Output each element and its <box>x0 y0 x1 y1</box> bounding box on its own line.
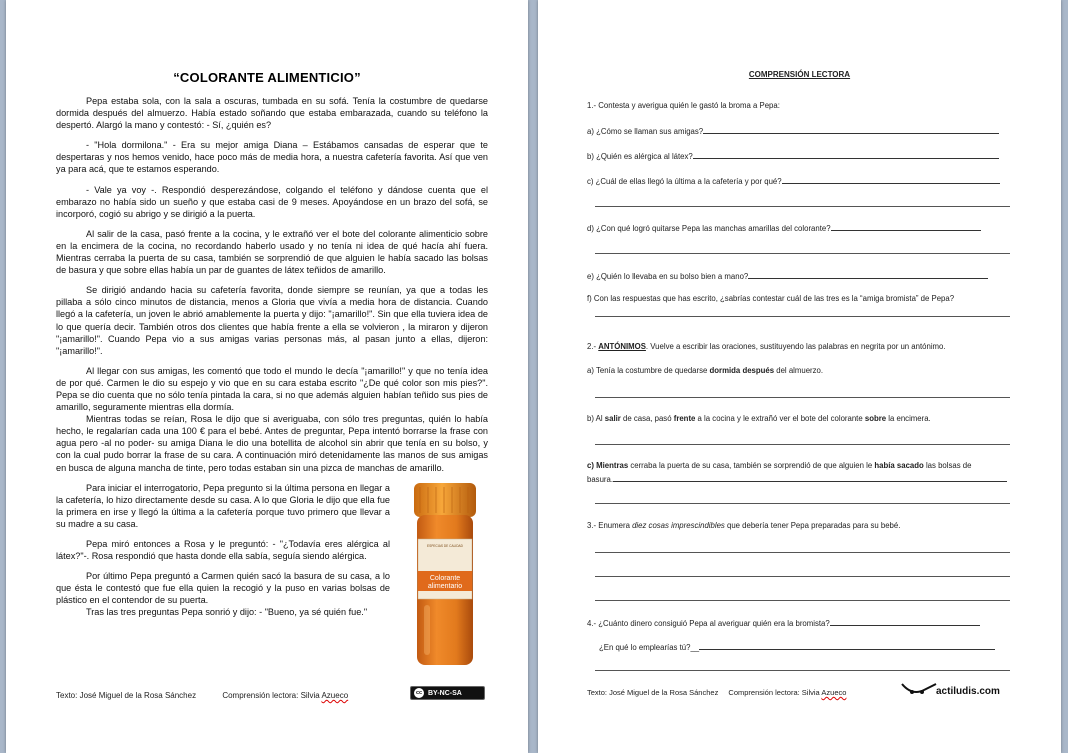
answer-line[interactable] <box>595 206 1010 207</box>
question-1e: e) ¿Quién lo llevaba en su bolso bien a mano? <box>587 270 988 281</box>
answer-line[interactable] <box>595 503 1010 504</box>
answer-line[interactable] <box>595 397 1010 398</box>
credit-comprension: Comprensión lectora: Silvia Azueco <box>222 691 349 700</box>
answer-line[interactable] <box>782 175 1000 184</box>
svg-text:alimentario: alimentario <box>427 583 463 590</box>
story-paragraph: - Vale ya voy -. Respondió desperezándose, colgando el teléfono y dándose cuenta que el embarazo no había sido un sueño y que estaba casi de 9 meses. Apoyándose en un brazo del sofá, se incorporó, cogió su abrigo y se dirigió a la puerta. <box>56 184 488 219</box>
credit-comprension: Comprensión lectora: Silvia Azueco <box>728 688 847 697</box>
story-paragraph: Al llegar con sus amigas, les comentó que todo el mundo le decía "¡amarillo!" y que no tenía idea de por qué. Carmen le dio su espejo y vio que en su cara estaba escrito "¿De qué color son mis pies?". Pepa se dio cuenta que no sólo tenía pintada la cara, si no que además alguien habían teñido sus pies de amarillo, seguramente mientras ella dormía. <box>56 365 488 413</box>
question-2c: c) Mientras cerraba la puerta de su casa, también se sorprendió de que alguien le había sacado las bolsas de <box>587 461 972 470</box>
answer-line[interactable] <box>595 576 1010 577</box>
worksheet-title: COMPRENSIÓN LECTORA <box>748 70 851 79</box>
credit-author: Texto: José Miguel de la Rosa Sánchez <box>587 688 719 697</box>
question-2a: a) Tenía la costumbre de quedarse dormida después del almuerzo. <box>587 366 824 375</box>
story-paragraph: Tras las tres preguntas Pepa sonrió y dijo: - "Bueno, ya sé quién fue." <box>86 607 368 618</box>
answer-line[interactable] <box>613 473 1007 482</box>
svg-text:ESPECIAS DE CALIDAD: ESPECIAS DE CALIDAD <box>427 544 463 548</box>
question-1a: a) ¿Cómo se llaman sus amigas? <box>587 125 999 136</box>
answer-line[interactable] <box>595 444 1010 445</box>
story-paragraph: Al salir de la casa, pasó frente a la cocina, y le extrañó ver el bote del colorante alimenticio sobre en la encimera de la cocina, no recordando haberlo usado y no tenía ni idea de qué hacía ahí fuera. Mientras cerraba la puerta de su casa, también se sorprendió de que alguien le había sacado las bolsas de basura y que sobre ellas había un par de guantes de látex teñidos de amarillo. <box>56 228 488 276</box>
story-paragraph: - "Hola dormilona." - Era su mejor amiga Diana – Estábamos cansadas de esperar que te despertaras y nos hemos venido, hace poco más de media hora, a nuestra cafetería favorita. Así que ven ya para acá, que te estamos esperando. <box>56 140 488 175</box>
license-label: BY-NC-SA <box>428 689 462 697</box>
question-1d: d) ¿Con qué logró quitarse Pepa las manchas amarillas del colorante? <box>587 222 981 233</box>
question-3: 3.- Enumera diez cosas imprescindibles que debería tener Pepa preparadas para su bebé. <box>587 521 901 530</box>
story-paragraph: Pepa estaba sola, con la sala a oscuras, tumbada en su sofá. Tenía la costumbre de quedarse dormida después del almuerzo. Había estado soñando que estaba embarazada, cuando su teléfono la despertó. Alargó la mano y contestó: - Sí, ¿quién es? <box>56 96 488 131</box>
actiludis-logo-text: actiludis.com <box>936 686 1000 697</box>
cc-icon: cc <box>415 690 423 696</box>
answer-line[interactable] <box>595 552 1010 553</box>
answer-line[interactable] <box>703 125 999 134</box>
question-4: 4.- ¿Cuánto dinero consiguió Pepa al averiguar quién era la bromista? <box>587 617 980 628</box>
answer-line[interactable] <box>748 270 988 279</box>
credits-left <box>56 691 372 700</box>
colorant-jar-image <box>408 481 482 671</box>
question-1c: c) ¿Cuál de ellas llegó la última a la cafetería y por qué? <box>587 175 1000 186</box>
answer-line[interactable] <box>830 617 980 626</box>
page-left <box>6 0 528 753</box>
story-paragraph: Mientras todas se reían, Rosa le dijo que si averiguaba, con sólo tres preguntas, quién lo había hecho, le regalarían cada una 100 € para el bebé. Antes de preguntar, Pepa intentó borrarse la frase con agua pero -al no poder- su amiga Diana le dio una botellita de alcohol sin abrir que tenía en su bolso, y con la cual pudo borrar la frase de su cara. A continuación miró detenidamente las manos de sus amigas en busca de alguna mancha de tinte, pero todas estaban sin una pizca de manchas de amarillo. <box>56 414 488 473</box>
answer-line[interactable] <box>831 222 981 231</box>
answer-line[interactable] <box>595 316 1010 317</box>
answer-line[interactable] <box>699 641 995 650</box>
cc-license-badge <box>410 686 485 700</box>
question-2: 2.- ANTÓNIMOS. Vuelve a escribir las oraciones, sustituyendo las palabras en negrita por un antónimo. <box>587 342 946 351</box>
story-paragraph: Se dirigió andando hacia su cafetería favorita, donde siempre se reunían, ya que a todas les pillaba a sólo cinco minutos de distancia, menos a Gloria que vivía a media hora de distancia. Cuando llegó a la cafetería, un joven le abrió amablemente la puerta y dijo: "¡amarillo!". Sin que ella tuviera idea de lo que quería decir. También otros dos clientes que había frente a ella se volvieron , la miraron y dijeron "¡amarillo!". Cuando Pepa vio a sus amigas varias personas más, al pasan junto a ellas, dijeron: "¡amarillo!". <box>56 285 488 356</box>
question-2c-continued: basura. <box>587 473 1007 484</box>
question-2b: b) Al salir de casa, pasó frente a la cocina y le extrañó ver el bote del colorante sobre la encimera. <box>587 414 931 423</box>
answer-line[interactable] <box>693 150 999 159</box>
svg-text:Colorante: Colorante <box>429 575 461 582</box>
story-paragraph: Por último Pepa preguntó a Carmen quién sacó la basura de su casa, a lo que ésta le contestó que fue ella quien la recogió y la puso en varias bolsas de plástico en el contendor de su puerta. <box>56 571 390 606</box>
question-1b: b) ¿Quién es alérgica al látex? <box>587 150 999 161</box>
story-paragraph: Para iniciar el interrogatorio, Pepa pregunto si la última persona en llegar a la cafetería, lo hizo directamente desde su casa. A lo que Gloria le dijo que ella fue la primera en irse y llegó la última a la cafetería porque tuvo primero que llevar a su madre a su casa. <box>56 482 390 529</box>
page-right <box>538 0 1061 753</box>
credits-right <box>587 688 846 697</box>
question-4b: ¿En qué lo emplearías tú?__ <box>599 641 995 652</box>
answer-line[interactable] <box>595 600 1010 601</box>
credit-author: Texto: José Miguel de la Rosa Sánchez <box>56 691 197 700</box>
story-paragraph: Pepa miró entonces a Rosa y le preguntó: - "¿Todavía eres alérgica al látex?"-. Rosa respondió que hasta donde ella sabía, seguía siendo alérgica. <box>56 539 390 562</box>
answer-line[interactable] <box>595 253 1010 254</box>
question-1: 1.- Contesta y averigua quién le gastó la broma a Pepa: <box>587 101 780 110</box>
answer-line[interactable] <box>595 670 1010 671</box>
question-1f: f) Con las respuestas que has escrito, ¿sabrías contestar cuál de las tres es la “amiga bromista” de Pepa? <box>587 294 955 303</box>
story-title: “COLORANTE ALIMENTICIO” <box>173 70 361 85</box>
